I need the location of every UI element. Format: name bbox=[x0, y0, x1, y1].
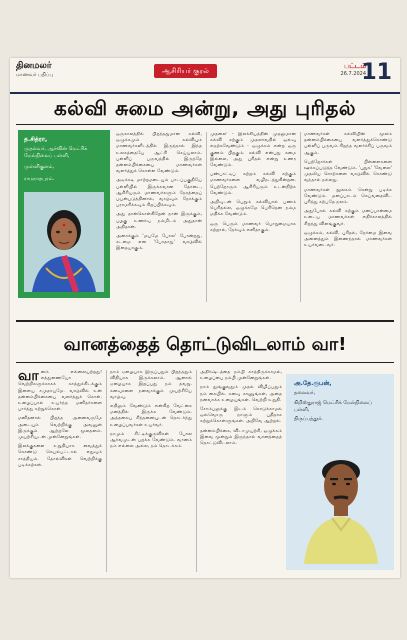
article2-author-name: அ.தே.ரூபன், bbox=[294, 380, 332, 387]
paragraph: அது தான்கொள்கிறேன் நான் இருக்கும், பழகு உணர்வு நம்மிடம் அதுதான் அதிதான். bbox=[116, 212, 202, 230]
article2-column-1 bbox=[18, 370, 102, 572]
paragraph: சோம்பலுக்கு இடம் கொடுக்காமல் ஒவ்வொரு நாளும் புதிதாக கற்றுக்கொள்ளுங்கள். அறிவே ஆற்றல். bbox=[200, 407, 282, 425]
paragraph: நாம் தூங்குவதும் முதல் விழிப்பதும் நம் கையில். கனவு காணுங்கள், அதை நனவாக்க உழையுங்கள். வெற்றி உறுதி. bbox=[200, 385, 282, 403]
paragraph: அதிர்ஷ்டத்தை நம்பி காத்திருக்காமல், உழைப்பை நம்பி முன்னேறுங்கள். bbox=[200, 370, 282, 382]
paragraph bbox=[18, 370, 102, 413]
article1-author-name: த.சித்ரா, bbox=[24, 136, 48, 143]
column-divider bbox=[196, 370, 197, 572]
paragraph: நாம் ஏழையாக இருப்பதும் பிறந்ததும் விதியாக இருக்கலாம். ஆனால் ஏழையாக இறப்பது நம் தவறு. கனவுகளை நனவாக்கும் முயற்சியே வாழ்வு. bbox=[110, 370, 192, 400]
article2-headline: வானத்தைத் தொட்டுவிடலாம் வா! bbox=[63, 334, 347, 355]
article1-column-2 bbox=[210, 132, 296, 302]
page-number: 11 bbox=[361, 60, 392, 85]
paragraph: நாமும் சிட்டிக்குருவிகள் போல ஆர்வமுடன் பறக்க வேண்டும். வானம் நம் எல்லை அல்ல, நம் தொடக்கம். bbox=[110, 431, 192, 450]
paragraph: மாணவர்கள் கல்வியின் மூலம் தன்னம்பிக்கையை வளர்த்துக்கொண்டு பள்ளிப் பருவம் சிறந்த வளர்ச்சிப் பருவம் ஆகும். bbox=[304, 132, 392, 156]
paragraph: முதலை' - இலக்கியத்தின் முதலுமான கல்வி கற்கும் முதலாவதில் ஒவ்வு எதற்கவேண்டும் - ஒழுக்கம் என்ற ஒரு குணம் பிறகும். கல்வி என்பது சுமை இல்லை, அது புரிதல் என்று உணர வேண்டும். bbox=[210, 132, 296, 169]
article1-author-town: ராமநாதபுரம். bbox=[24, 176, 55, 182]
divider bbox=[16, 362, 394, 363]
dropcap: வா bbox=[18, 370, 39, 384]
article2-author-panel bbox=[286, 374, 394, 570]
paragraph: பெற்றோர்கள் பிள்ளைகளை ஊக்கப்படுத்த வேண்டும். 'புதுசு' 'வேலை' முதலிய சொற்களை வாழ்வில் கொண்டு வந்தால் நல்லது. bbox=[304, 159, 392, 184]
brand-logo: தினமலர் bbox=[16, 61, 52, 71]
paragraph: ஒழுக்கம், கல்வி, புரிதல், நேர்மை இவை அனைத்தும் இணைந்தால் மாணவர்கள் உயர்வடைவர். bbox=[304, 230, 392, 249]
article1-author-panel bbox=[18, 130, 110, 298]
masthead bbox=[10, 58, 400, 94]
article2-column-3 bbox=[200, 370, 282, 572]
paragraph: எதிலும் வேண்டும் என்கிற வேட்கை மனத்தில் இருக்க வேண்டும். அத்தகைய சிந்தனையுடன் தொடர்ந்து உழைப்பவர்கள் உயர்வர். bbox=[110, 404, 192, 428]
paragraph: அசைக்கும் 'மயமே போல' போன்றது, கடமை என 'போதாது' வாழ்வில் இதையாகும். bbox=[116, 234, 202, 252]
article1-column-3 bbox=[304, 132, 392, 302]
section-tag: ஆசிரியர் குரல் bbox=[154, 64, 217, 78]
paragraph: அடிக்கடி மாற்றமடையும் பாடப்பகுதியே பள்ளியில் இருக்கவான தோடை, ஆசிரியரும் மாணவர்களும் நேரத்தைப் பயன்படுத்தினால், வாழ்வும் நோக்கும் பராமரிக்கவும் சிறப்பிக்கவும். bbox=[116, 178, 202, 209]
paragraph: தன்னம்பிக்கை, விடாமுயற்சி, ஒழுக்கம் இவை மூன்றும் இருந்தால் வானத்தைத் தொட்டுவிடலாம். bbox=[200, 428, 282, 447]
article1-author-role: முதல்வர், ஆர்வின் மெட்ரிக் மேல்நிலைப் பள்ளி, bbox=[24, 146, 88, 159]
column-divider bbox=[206, 132, 207, 302]
article1-headline: கல்வி சுமை அன்று, அது புரிதல் bbox=[54, 96, 356, 120]
paragraph: ஒரு பெரும் மாணவர் பொறுமையாக கற்றால், தேர்வும் எளிதாகும். bbox=[210, 221, 296, 233]
section-divider bbox=[16, 320, 394, 322]
edition-name: பட்டம் bbox=[344, 62, 366, 70]
paragraph-text: னம் எல்லையற்றது! எத்துணையோ வெற்றிகளுக்காகக் காத்துக்கிடக்கும் இளைய சமுதாயமே. வாழ்வில் உன் தன்னம்பிக்கையை வளர்த்துக் கொள். உழைப்பால் உயர்ந்த மனிதர்களை பார்த்து கற்றுக்கொள். bbox=[18, 370, 102, 413]
divider bbox=[16, 124, 394, 125]
brand-subtitle: மாணவர் பதிப்பு bbox=[16, 72, 54, 78]
article1-author-school: முள்ளிகுளம், bbox=[24, 164, 55, 170]
article2-author-town: திருப்பத்தூர். bbox=[294, 416, 323, 422]
paragraph: பண்பாட்டிப் சுற்றம் கல்வி கற்கும் மாணவர்களை வழிநடத்துகின்றன. பெற்றோரும் ஆசிரியரும் உடன்நிற்க வேண்டும். bbox=[210, 172, 296, 196]
article2-author-photo bbox=[300, 432, 382, 564]
article1-author-photo bbox=[24, 192, 104, 292]
article2-column-2 bbox=[110, 370, 192, 572]
paragraph: அதுபோல் கல்வி கற்கும் மனப்பான்மை உடைய மாணவர்கள் எதிர்காலத்தில் சிறந்து விளங்குவர். bbox=[304, 209, 392, 227]
newspaper-page bbox=[10, 58, 400, 578]
article1-column-1 bbox=[116, 132, 202, 302]
paragraph: மாணவர்கள் நூலகம் சென்று படிக்க வேண்டும். மனப்பாடம் செய்வதைவிட புரிந்து கற்பதே நலம். bbox=[304, 187, 392, 206]
edition-date: 26.7.2024 bbox=[340, 71, 366, 77]
paragraph: மனிதனால் பிறந்த அனைவருமே அடையும் வெற்றிக்கு அவனுள் இருக்கும் ஆற்றலே மூலதனம். முயற்சியுடன் முன்னேறுங்கள். bbox=[18, 416, 102, 441]
column-divider bbox=[106, 370, 107, 572]
paragraph: இலக்குகளை உறுதியாக வைத்துக் கொண்டு செயல்பட்டால் எதுவும் சாத்தியம். தோல்விகள் வெற்றிக்கு படிக்கற்கள். bbox=[18, 444, 102, 468]
column-divider bbox=[300, 132, 301, 302]
article2-author-role: தலைவர், bbox=[294, 390, 316, 396]
paragraph: அறிவுடன் பெறும் கல்வியால் பணம் பெரிதல்ல, ஒழுக்கமே பெரிதென நம்ம மதிக்க வேண்டும். bbox=[210, 200, 296, 218]
paragraph: ஒருகாலத்தில் பிறந்ததுமான கல்வி, ஒழுக்கமும் கல்வியும் மாணவர்களிடத்தில் இருந்தால் இந்த உலகத்தையே ஆட்சி செய்யலாம். பள்ளிப் பருவத்தில் இருந்தே தன்னம்பிக்கையை மாணவர்கள் வளர்த்துக் கொள்ள வேண்டும். bbox=[116, 132, 202, 175]
article2-author-school: கிறிஸ்துராஜ் மெட்ரிக் மேல்நிலைப் பள்ளி, bbox=[294, 400, 372, 413]
